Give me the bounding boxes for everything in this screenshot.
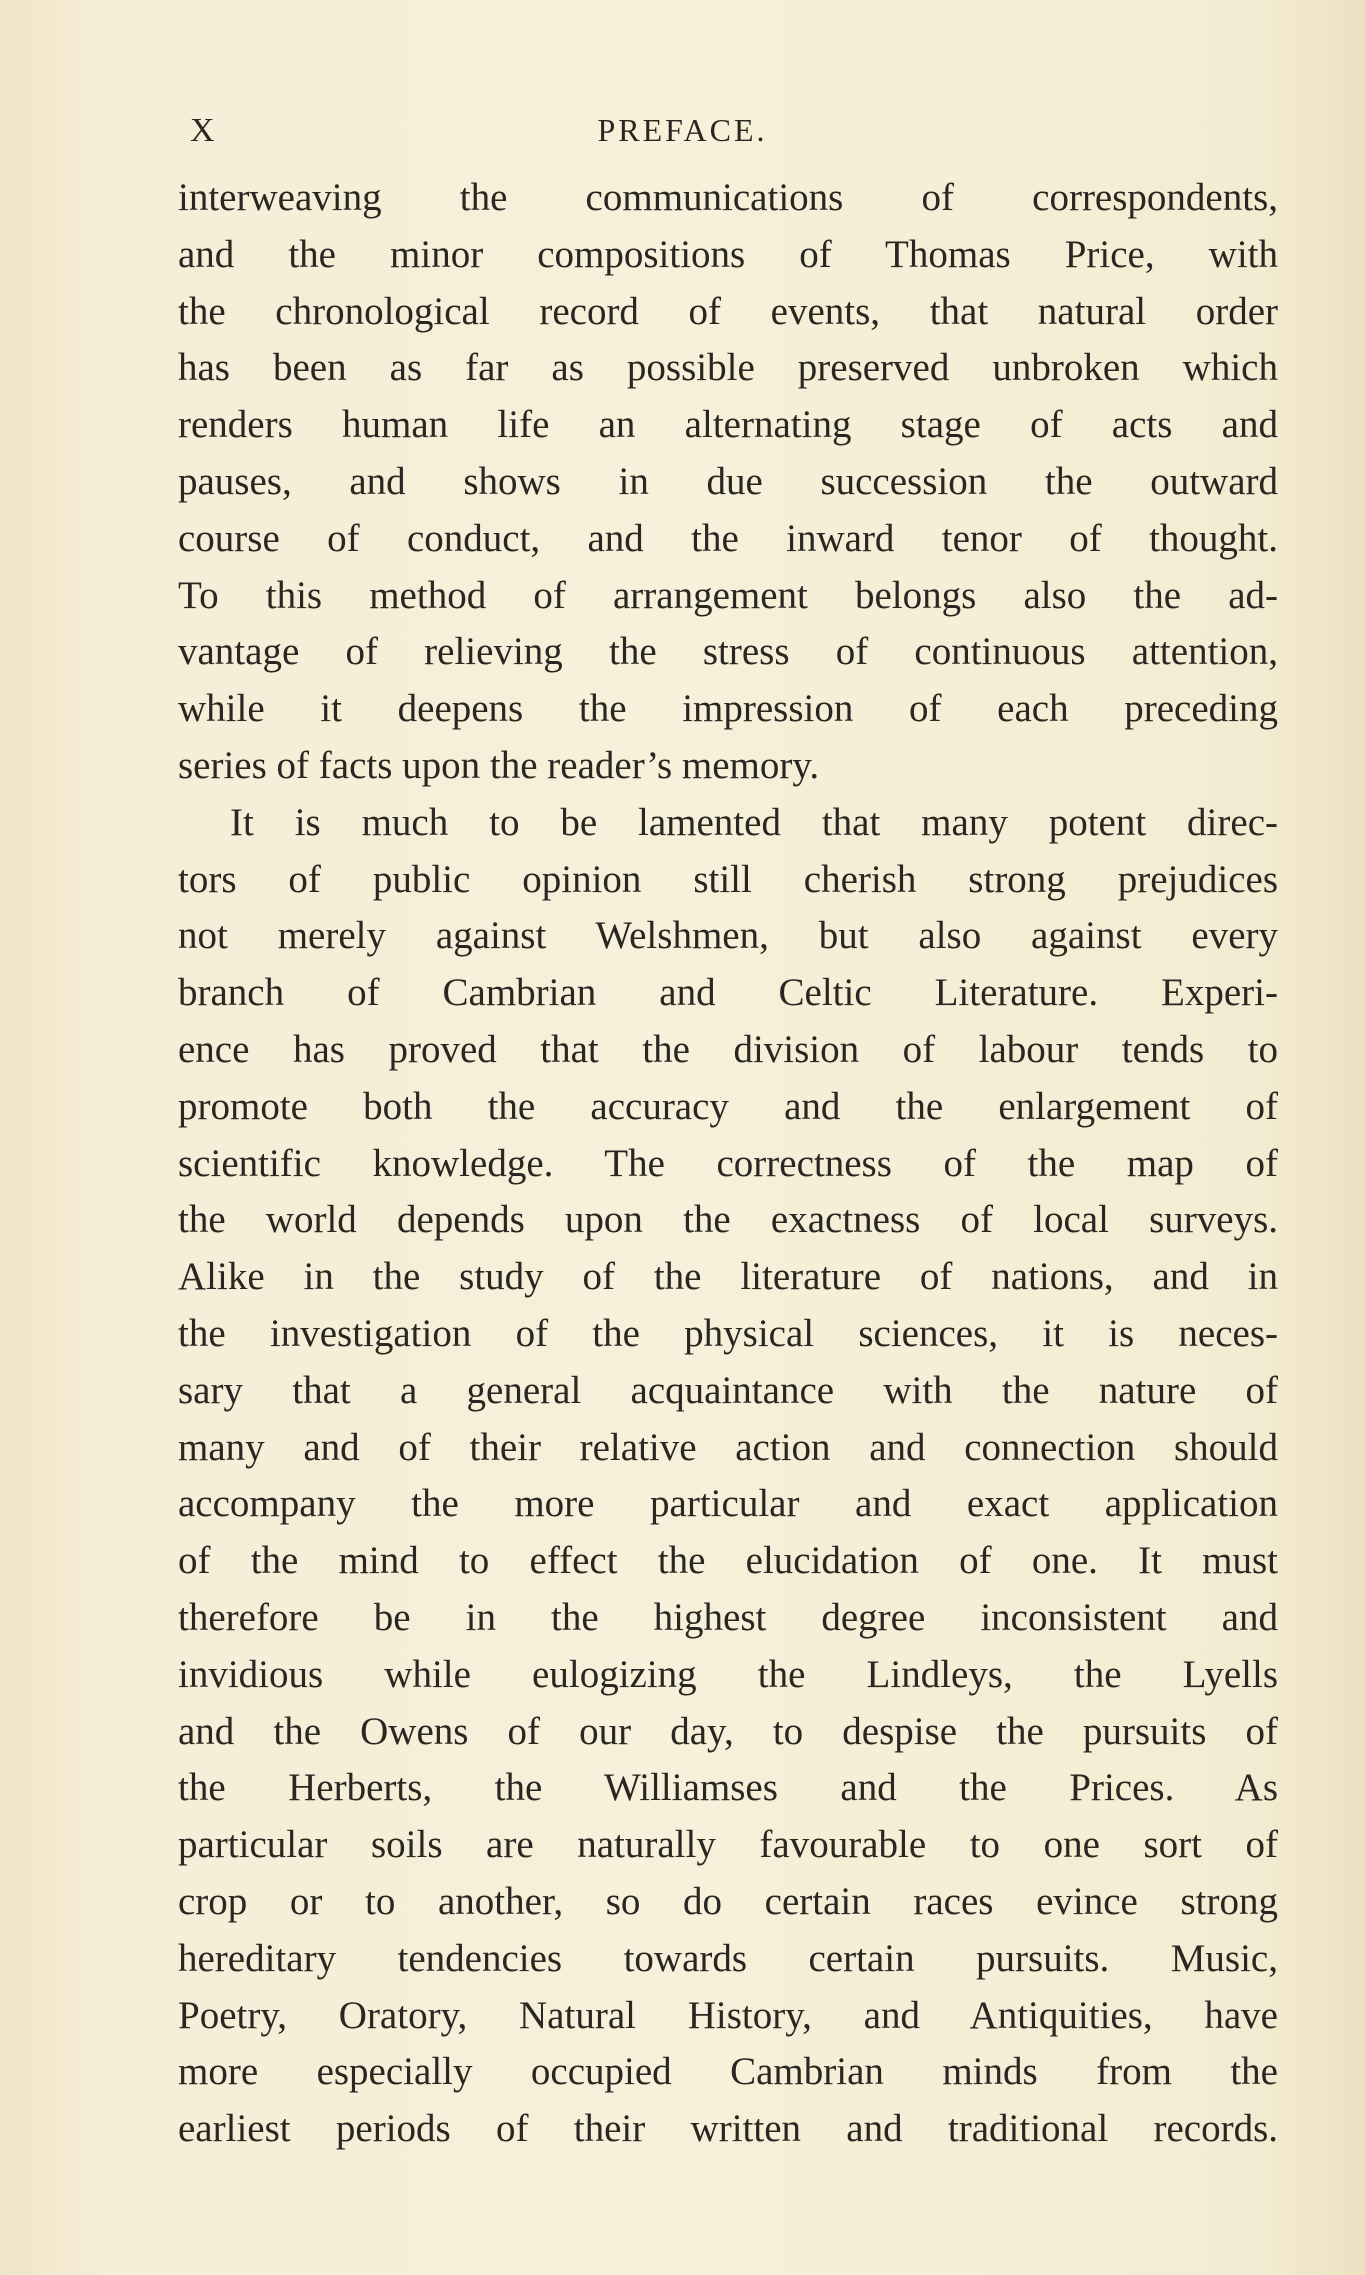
text-line: more especially occupied Cambrian minds from the bbox=[178, 2050, 1278, 2094]
text-line: while it deepens the impression of each preceding bbox=[178, 687, 1278, 731]
text-line: particular soils are naturally favourable to one sort of bbox=[178, 1823, 1278, 1867]
text-line: promote both the accuracy and the enlargement of bbox=[178, 1084, 1278, 1128]
text-line: the investigation of the physical sciences, it is neces- bbox=[178, 1311, 1278, 1355]
text-line: Poetry, Oratory, Natural History, and Antiquities, have bbox=[178, 1993, 1278, 2037]
text-line: course of conduct, and the inward tenor of thought. bbox=[178, 516, 1278, 560]
text-line: hereditary tendencies towards certain pursuits. Music, bbox=[178, 1936, 1278, 1980]
text-line: crop or to another, so do certain races evince strong bbox=[178, 1879, 1278, 1923]
text-line: and the Owens of our day, to despise the pursuits of bbox=[178, 1709, 1278, 1753]
text-line: invidious while eulogizing the Lindleys, the Lyells bbox=[178, 1652, 1278, 1696]
running-head bbox=[0, 112, 1365, 162]
text-line: vantage of relieving the stress of continuous attention, bbox=[178, 630, 1278, 674]
text-line: sary that a general acquaintance with the nature of bbox=[178, 1368, 1278, 1412]
text-line: has been as far as possible preserved unbroken which bbox=[178, 346, 1278, 390]
text-line: renders human life an alternating stage of acts and bbox=[178, 403, 1278, 447]
text-line: accompany the more particular and exact application bbox=[178, 1482, 1278, 1526]
text-line: branch of Cambrian and Celtic Literature. Experi- bbox=[178, 971, 1278, 1015]
text-line: the Herberts, the Williamses and the Prices. As bbox=[178, 1766, 1278, 1810]
text-line: many and of their relative action and connection should bbox=[178, 1425, 1278, 1469]
text-line: scientific knowledge. The correctness of the map of bbox=[178, 1141, 1278, 1185]
text-line: ence has proved that the division of labour tends to bbox=[178, 1027, 1278, 1071]
text-line: and the minor compositions of Thomas Price, with bbox=[178, 232, 1278, 276]
text-line: therefore be in the highest degree inconsistent and bbox=[178, 1595, 1278, 1639]
text-line: earliest periods of their written and traditional records. bbox=[178, 2107, 1278, 2151]
running-title: PREFACE. bbox=[597, 112, 768, 148]
text-line: Alike in the study of the literature of nations, and in bbox=[178, 1255, 1278, 1299]
page-number: X bbox=[190, 112, 217, 149]
paragraph-1 bbox=[178, 170, 1278, 795]
paragraph-2 bbox=[178, 795, 1278, 2158]
text-line: the world depends upon the exactness of local surveys. bbox=[178, 1198, 1278, 1242]
text-line: pauses, and shows in due succession the outward bbox=[178, 459, 1278, 503]
text-line: interweaving the communications of correspondents, bbox=[178, 176, 1278, 219]
body-text bbox=[178, 170, 1278, 2158]
text-line: tors of public opinion still cherish strong prejudices bbox=[178, 857, 1278, 901]
text-line: To this method of arrangement belongs also the ad- bbox=[178, 573, 1278, 617]
text-line: the chronological record of events, that natural order bbox=[178, 289, 1278, 333]
text-line: of the mind to effect the elucidation of one. It must bbox=[178, 1539, 1278, 1583]
text-line: It is much to be lamented that many potent direc- bbox=[230, 800, 1278, 844]
text-line: series of facts upon the reader’s memory. bbox=[178, 743, 820, 787]
text-line: not merely against Welshmen, but also against every bbox=[178, 914, 1278, 958]
